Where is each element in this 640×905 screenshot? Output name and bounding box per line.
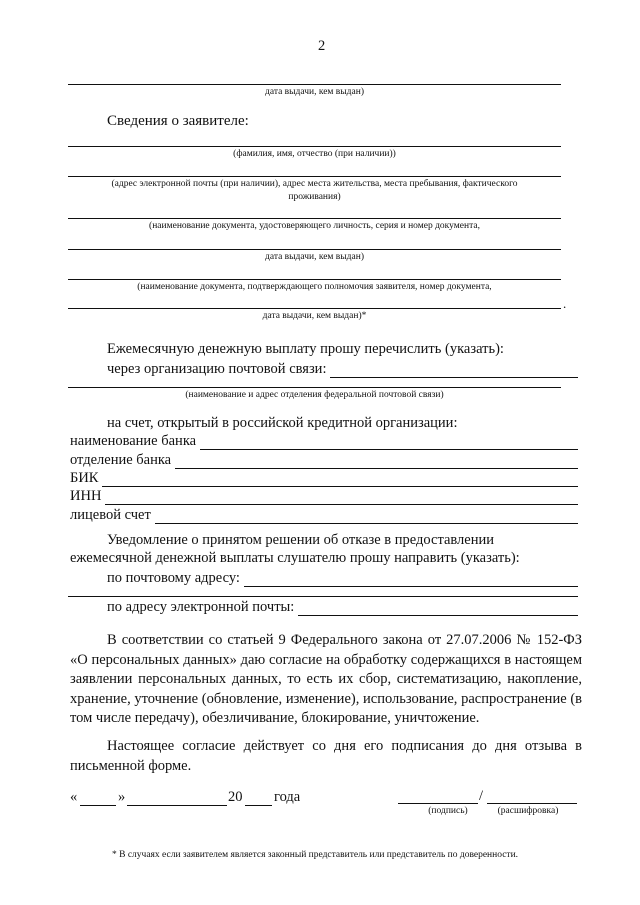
caption-fio: (фамилия, имя, отчество (при наличии)) — [233, 149, 396, 159]
blank-line-address[interactable] — [68, 176, 561, 177]
blank-line-id-issue[interactable] — [68, 249, 561, 250]
caption-authority-issue: дата выдачи, кем выдан)* — [262, 311, 367, 321]
signature-blank[interactable] — [398, 803, 478, 804]
bik-label: БИК — [70, 470, 99, 486]
consent-paragraph: В соответствии со статьей 9 Федерального закона от 27.07.2006 № 152-ФЗ «О персональных данных» даю согласие на обработку содержащихся в настоящем заявлении персональных данных, то есть их сбор, систематизацию, накопление, хранение, уточнение (обновление, изменение), использование, распространение (в том числе передачу), обезличивание, блокирование, уничтожение. — [70, 632, 582, 726]
blank-line-authority-issue[interactable] — [68, 308, 561, 309]
applicant-heading: Сведения о заявителе: — [107, 113, 249, 129]
notice-line-2: ежемесячной денежной выплаты слушателю прошу направить (указать): — [70, 550, 520, 566]
blank-line-issue[interactable] — [68, 84, 561, 85]
account-number-label: лицевой счет — [70, 507, 151, 523]
decoding-blank[interactable] — [487, 803, 577, 804]
caption-id-issue: дата выдачи, кем выдан) — [265, 252, 364, 262]
blank-line-id-doc[interactable] — [68, 218, 561, 219]
date-year-prefix: 20 — [228, 789, 243, 805]
email-field[interactable] — [107, 599, 578, 616]
caption-id-doc: (наименование документа, удостоверяющего личность, серия и номер документа, — [149, 221, 480, 231]
inn-label: ИНН — [70, 488, 102, 504]
caption-post: (наименование и адрес отделения федеральной почтовой связи) — [185, 390, 444, 400]
bank-name-field[interactable] — [70, 433, 578, 450]
email-label: по адресу электронной почты: — [107, 599, 295, 615]
caption-authority-doc: (наименование документа, подтверждающего полномочия заявителя, номер документа, — [137, 282, 492, 292]
date-open-quote: « — [70, 789, 78, 805]
blank-line-authority-doc[interactable] — [68, 279, 561, 280]
account-intro: на счет, открытый в российской кредитной организации: — [107, 415, 458, 431]
blank-line-post[interactable] — [68, 387, 561, 388]
date-year-blank[interactable] — [245, 805, 272, 806]
signature-slash: / — [479, 788, 484, 804]
blank-line-postal[interactable] — [68, 596, 578, 597]
notice-line-1: Уведомление о принятом решении об отказе в предоставлении — [107, 532, 495, 548]
bank-branch-field[interactable] — [70, 452, 578, 469]
payment-instruction: Ежемесячную денежную выплату прошу перечислить (указать): — [107, 341, 504, 357]
caption-address-2: проживания) — [288, 192, 341, 202]
caption-address: (адрес электронной почты (при наличии), адрес места жительства, места пребывания, фактического — [111, 179, 518, 189]
caption-issue: дата выдачи, кем выдан) — [265, 87, 364, 97]
postal-address-field[interactable] — [107, 570, 578, 587]
inn-field[interactable] — [70, 488, 578, 505]
date-year-word: года — [274, 789, 301, 805]
line-end-dot: . — [563, 296, 567, 311]
post-office-label: через организацию почтовой связи: — [107, 361, 327, 377]
bank-branch-label: отделение банка — [70, 452, 172, 468]
caption-decoding: (расшифровка) — [497, 806, 559, 816]
consent-validity: Настоящее согласие действует со дня его подписания до дня отзыва в письменной форме. — [70, 738, 582, 774]
bik-field[interactable] — [70, 470, 578, 487]
blank-line-fio[interactable] — [68, 146, 561, 147]
footnote: * В случаях если заявителем является законный представитель или представитель по доверенности. — [112, 850, 519, 860]
date-close-quote: » — [118, 789, 126, 805]
account-number-field[interactable] — [70, 507, 578, 524]
postal-address-label: по почтовому адресу: — [107, 570, 240, 586]
post-office-field[interactable] — [107, 361, 578, 378]
date-month-blank[interactable] — [127, 805, 227, 806]
page-number: 2 — [318, 38, 326, 54]
bank-name-label: наименование банка — [70, 433, 197, 449]
date-day-blank[interactable] — [80, 805, 116, 806]
caption-signature: (подпись) — [428, 806, 468, 816]
